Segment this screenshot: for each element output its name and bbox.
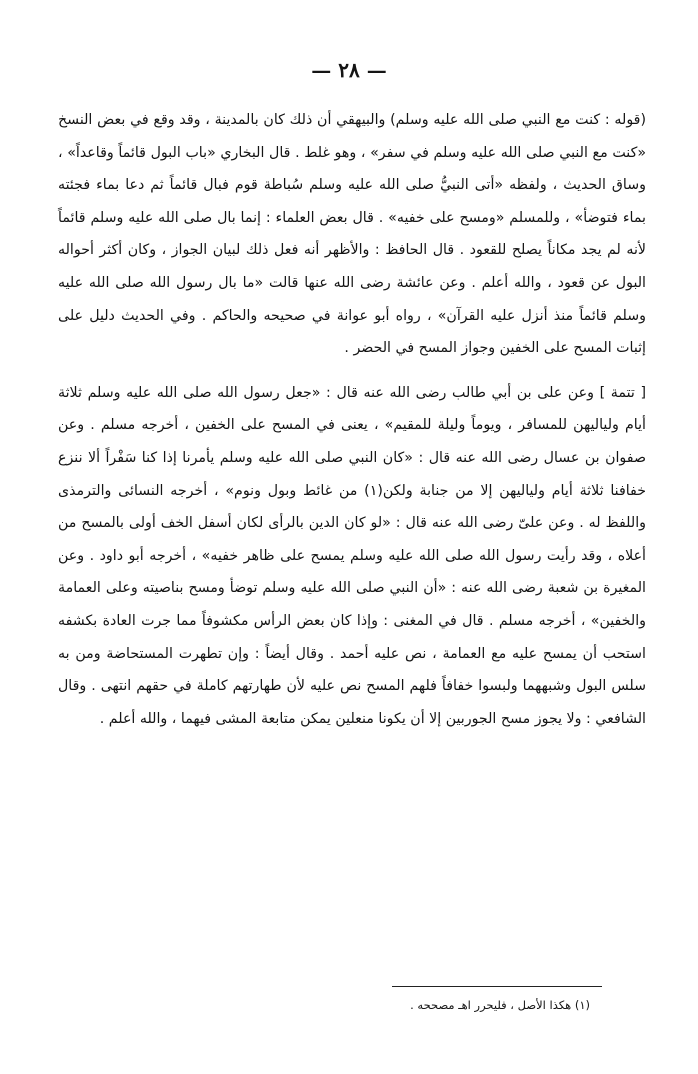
paragraph-supplement: [ تتمة ] وعن على بن أبي طالب رضى الله عنه قال : «جعل رسول الله صلى الله عليه وسلم ثلاثة أيام ولياليهن للمسافر ، ويوماً وليلة للمقيم» ، يعنى في المسح على الخفين ، أخرجه مسلم . وعن صفوان بن عسال رضى الله عنه قال : «كان النبي صلى الله عليه وسلم يأمرنا إذا كنا سَفْراً ألا ننزع خفافنا ثلاثة أيام ولياليهن إلا من جنابة ولكن(١) من غائط وبول ونوم» ، أخرجه النسائى والترمذى واللفظ له . وعن علىّ رضى الله عنه قال : «لو كان الدين بالرأى لكان أسفل الخف أولى بالمسح من أعلاه ، وقد رأيت رسول الله صلى الله عليه وسلم يمسح على ظاهر خفيه» ، أخرجه أبو داود . وعن المغيرة بن شعبة رضى الله عنه : «أن النبي صلى الله عليه وسلم توضأ ومسح بناصيته وعلى العمامة والخفين» ، أخرجه مسلم . قال في المغنى : وإذا كان بعض الرأس مكشوفاً مما جرت العادة بكشفه استحب أن يمسح عليه مع العمامة ، نص عليه أحمد . وقال أيضاً : وإن تطهرت المستحاضة ومن به سلس البول وشبههما ولبسوا خفافاً فلهم المسح نص عليه لأن طهارتهم كاملة في حقهم انتهى . وقال الشافعي : ولا يجوز مسح الجوربين إلا أن يكونا منعلين يمكن متابعة المشى فيهما ، والله أعلم . [58, 384, 647, 727]
paragraph-commentary: (قوله : كنت مع النبي صلى الله عليه وسلم) والبيهقي أن ذلك كان بالمدينة ، وقد وقع في بعض النسخ «كنت مع النبي صلى الله عليه وسلم في سفر» ، وهو غلط . قال البخاري «باب البول قائماً وقاعداً» ، وساق الحديث ، ولفظه «أتى النبيُّ صلى الله عليه وسلم سُباطة قوم فبال قائماً ثم دعا بماء فجئته بماء فتوضأ» ، وللمسلم «ومسح على خفيه» . قال بعض العلماء : إنما بال صلى الله عليه وسلم قائماً لأنه لم يجد مكاناً يصلح للقعود . قال الحافظ : والأظهر أنه فعل ذلك لبيان الجواز ، وكان أكثر أحواله البول عن قعود ، والله أعلم . وعن عائشة رضى الله عنها قالت «ما بال رسول الله صلى الله عليه وسلم قائماً منذ أنزل عليه القرآن» ، رواه أبو عوانة في صحيحه والحاكم . وفي الحديث دليل على إثبات المسح على الخفين وجواز المسح في الحضر . [58, 112, 646, 357]
footnote: (١) هكذا الأصل ، فليحرر اهـ مصححه . [410, 998, 590, 1012]
page-number: — ٢٨ — [311, 58, 387, 82]
footnote-divider [392, 986, 602, 987]
main-text [58, 104, 646, 735]
